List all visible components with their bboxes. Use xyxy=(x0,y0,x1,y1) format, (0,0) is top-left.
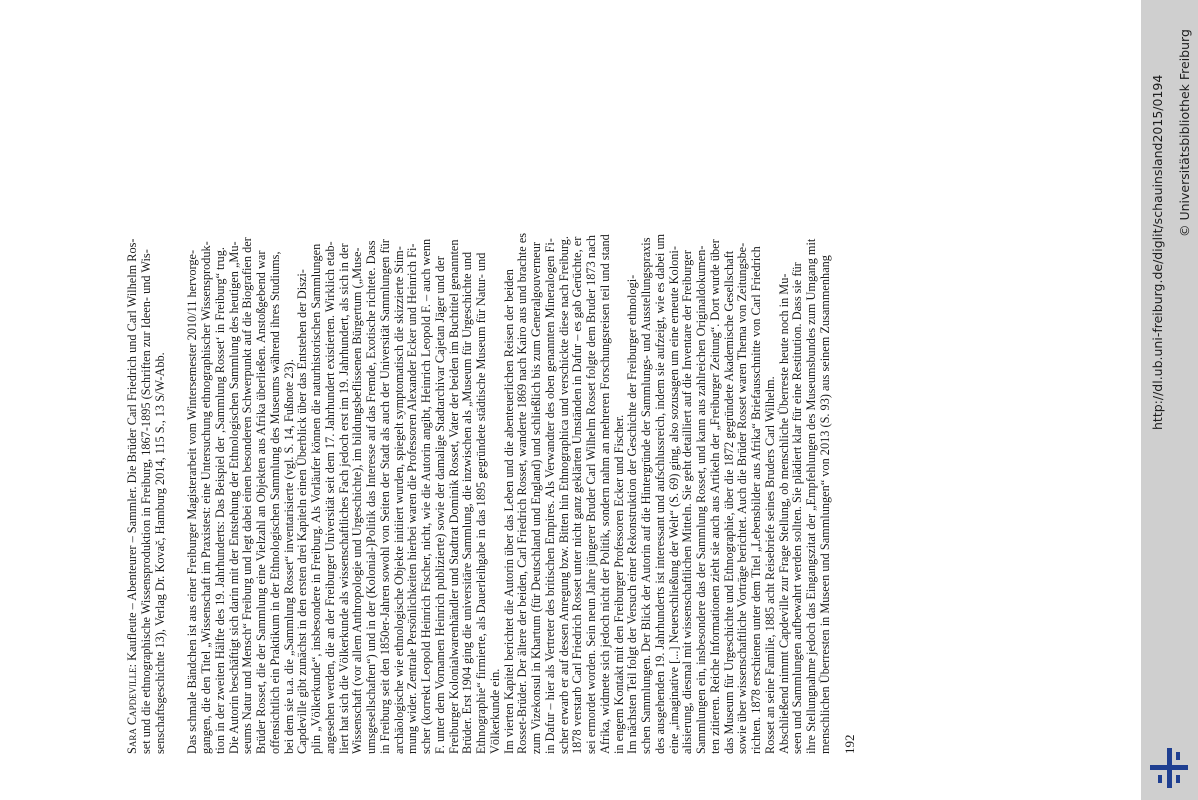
body-line: liert hat sich die Völkerkunde als wissenschaftliches Fach jedoch erst im 19. Jahrhundert, als sich in der xyxy=(336,243,351,754)
body-line: schen Sammlungen. Der Blick der Autorin auf die Hintergründe der Sammlungs- und Ausstellungspraxis xyxy=(639,237,653,754)
body-line: Rosset-Brüder. Der ältere der beiden, Carl Friedrich Rosset, wanderte 1869 nach Kairo aus und brachte es xyxy=(515,232,530,754)
body-line: scher (korrekt Leopold Heinrich Fischer, nicht, wie die Autorin angibt, Heinrich Leopold F. – auch wenn xyxy=(419,238,433,754)
body-line: Die Autorin beschäftigt sich darin mit der Entstehung der Ethnologischen Sammlung des heutigen „Mu- xyxy=(226,241,241,754)
body-line: ihre Stellungnahme jedoch das Eingangszitat der „Empfehlungen des Museumsbundes zum Umgang mit xyxy=(804,238,818,754)
body-line: eine „imaginative [...] Neuerschließung der Welt“ (S. 69) ging, also sozusagen um eine erneute Koloni- xyxy=(666,246,681,754)
body-line: Im nächsten Teil folgt der Versuch einer Rekonstruktion der Geschichte der Freiburger ethnologi- xyxy=(625,274,640,754)
body-line: seums Natur und Mensch“ Freiburg und legt dabei einen besonderen Schwerpunkt auf die Biografien der xyxy=(240,237,255,754)
body-line: 1878 verstarb Carl Friedrich Rosset unter nicht ganz geklärten Umständen in Dafur – es gab Gerüchte, er xyxy=(570,236,585,754)
body-line: Abschließend nimmt Capdeville zur Frage Stellung, ob menschliche Überreste heute noch in Mu- xyxy=(776,273,791,754)
body-line: offensichtlich ein Praktikum in der Ethnologischen Sammlung des Museums während ihres Studiums, xyxy=(267,251,282,754)
body-line: zum Vizekonsul in Khartum (für Deutschland und England) und schließlich bis zum Generalgouverneur xyxy=(529,242,543,754)
body-line: angesehen werden, die an der Freiburger Universität seit dem 17. Jahrhundert existierten. Wirklich etab- xyxy=(322,241,337,754)
body-line: Im vierten Kapitel berichtet die Autorin über das Leben und die abenteuerlichen Reisen der beiden xyxy=(501,269,516,754)
body-line: Rosset an seine Familie, 1885 acht Reisebriefe seines Bruders Carl Wilhelm. xyxy=(762,376,777,754)
body-line: alisierung, diesmal mit wissenschaftlichen Mitteln. Sie geht detailliert auf die Inventare der Freiburger xyxy=(680,250,695,754)
body-line: in Dafur – hier als Vertreter des britischen Empires. Als Verwandter des oben genannten Mineralogen Fi- xyxy=(542,238,557,754)
ub-freiburg-logo-icon xyxy=(1150,748,1188,788)
body-line: tion in der zweiten Hälfte des 19. Jahrhunderts: Das Beispiel der ‚Sammlung Rosset‘ in Freiburg“ trug. xyxy=(212,247,227,754)
body-line: bei dem sie u.a. die „Sammlung Rosset“ inventarisierte (vgl. S. 14, Fußnote 23). xyxy=(281,359,296,754)
body-line: Brüder. Erst 1904 ging die universitäre Sammlung, die inzwischen als „Museum für Urgeschichte und xyxy=(460,251,475,754)
rotated-page xyxy=(125,34,1055,754)
body-line: seen und Sammlungen aufbewahrt werden sollten. Sie plädiert klar für eine Restitution. Dass sie für xyxy=(790,262,805,754)
body-line: das Museum für Urgeschichte und Ethnographie, über die 1872 gegründete Akademische Gesellschaft xyxy=(721,250,736,754)
body-line: Brüder Rosset, die der Sammlung eine Vielzahl an Objekten aus Afrika überließen. Anstoßgebend war xyxy=(254,250,268,754)
body-line: Ethnographie“ firmierte, als Dauerleihgabe in das 1895 gegründete städtische Museum für Natur- und xyxy=(474,252,488,754)
body-line: Afrika, widmete sich jedoch nicht der Politik, sondern nahm an mehreren Forschungsreisen teil und stand xyxy=(597,234,612,754)
body-line: sei ermordet worden. Sein neun Jahre jüngerer Bruder Carl Wilhelm Rosset folgte dem Bruder 1873 nach xyxy=(584,234,598,754)
body-line: in Freiburg seit den 1850er-Jahren sowohl von Seiten der Stadt als auch der Universität Sammlungen für xyxy=(377,239,392,754)
body-line: Capdeville gibt zunächst in den ersten drei Kapiteln einen Überblick über das Entstehen der Diszi- xyxy=(295,269,310,754)
body-line: F. unter dem Vornamen Heinrich publizierte) sowie der damalige Stadtarchivar Cajetan Jäger und der xyxy=(432,256,447,754)
source-url[interactable]: http://dl.ub.uni-freiburg.de/diglit/schauinsland2015/0194 xyxy=(1150,74,1165,430)
body-line: Sammlungen ein, insbesondere das der Sammlung Rosset, und kann aus zahlreichen Originaldokumen- xyxy=(694,245,708,754)
body-line: des ausgehenden 19. Jahrhunderts ist interessant und aufschlussreich, indem sie aufzeigt, wie es dabei um xyxy=(652,233,667,754)
body-line: Freiburger Kolonialwarenhändler und Stadtrat Dominik Rosset, Vater der beiden im Buchtitel genannten xyxy=(446,239,461,754)
body-line: umsgesellschaften“) und in der (Kolonial-)Politik das Interesse auf das Fremde, Exotische richtete. Dass xyxy=(364,240,378,754)
body-line: archäologische wie ethnologische Objekte initiiert wurden, spiegelt symptomatisch die skizzierte Stim- xyxy=(391,246,406,754)
reference-line: Sara Capdeville: Kaufleute – Abenteurer – Sammler. Die Brüder Carl Friedrich und Carl Wilhelm Ros- xyxy=(125,238,139,754)
body-line: mung wider. Zentrale Persönlichkeiten hierbei waren die Professoren Alexander Ecker und Heinrich Fi- xyxy=(405,243,420,754)
body-line: Das schmale Bändchen ist aus einer Freiburger Magisterarbeit vom Wintersemester 2010/11 hervorge- xyxy=(185,249,200,754)
body-line: scher erwarb er auf dessen Anregung bzw. Bitten hin Ethnographica und verschickte diese nach Freiburg. xyxy=(556,235,571,754)
body-line: gangen, die den Titel „Wissenschaft im Praxistest: eine Untersuchung ethnographischer Wissensproduk- xyxy=(199,241,213,754)
body-line: Völkerkunde ein. xyxy=(487,668,502,754)
body-line: menschlichen Überresten in Museen und Sammlungen“ von 2013 (S. 93) aus seinem Zusammenhang xyxy=(817,255,832,754)
reference-line: set und die ethnographische Wissensproduktion in Freiburg, 1867-1895 (Schriften zur Ideen- und Wis- xyxy=(138,249,153,754)
body-line: plin „Völkerkunde“, insbesondere in Freiburg. Als Vorläufer können die naturhistorischen Sammlungen xyxy=(309,243,323,754)
copyright-notice: © Universitätsbibliothek Freiburg xyxy=(1177,29,1192,237)
body-line: sowie über wissenschaftliche Vorträge berichtet. Auch die Brüder Rosset waren Thema von Zeitungsbe- xyxy=(735,242,750,754)
body-line: in engem Kontakt mit den Freiburger Professoren Ecker und Fischer. xyxy=(611,414,626,754)
body-line: richten. 1878 erschienen unter dem Titel „Lebensbilder aus Afrika“ Briefausschnitte von Carl Friedrich xyxy=(749,246,763,754)
reference-line: senschaftsgeschichte 13), Verlag Dr. Kovač, Hamburg 2014, 115 S., 13 S/W-Abb. xyxy=(152,352,167,754)
page-number: 192 xyxy=(841,734,857,754)
body-line: ten zitieren. Reiche Informationen zieht sie auch aus Artikeln der „Freiburger Zeitung“. Dort wurde über xyxy=(707,239,722,754)
body-line: Wissenschaft (vor allem Anthropologie und Urgeschichte), im bildungsbeflissenen Bürgertum („Muse- xyxy=(350,247,365,754)
